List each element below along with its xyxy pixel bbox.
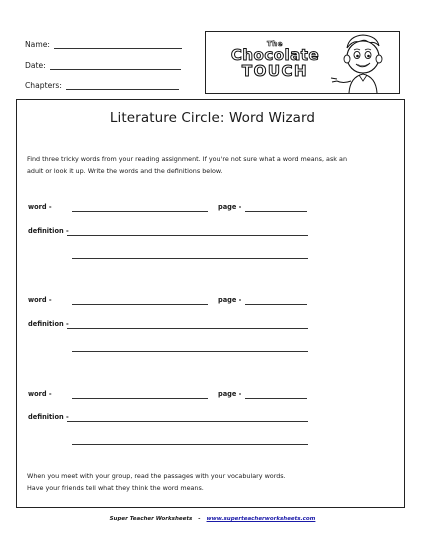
footer-separator: - — [198, 516, 201, 522]
word-label-3: word - — [28, 390, 52, 398]
definition-label-3: definition - — [28, 413, 69, 421]
definition-label-1: definition - — [28, 227, 69, 235]
closing-instructions — [27, 470, 286, 494]
footer-brand: Super Teacher Worksheets — [109, 516, 193, 522]
definition-blank-2a[interactable] — [67, 328, 308, 329]
book-title-box — [205, 31, 400, 94]
footer-url-link[interactable]: www.superteacherworksheets.com — [206, 516, 316, 522]
word-blank-2[interactable] — [72, 304, 208, 305]
word-label-2: word - — [28, 296, 52, 304]
word-blank-3[interactable] — [72, 398, 208, 399]
name-label: Name: — [25, 40, 50, 49]
page-label-1: page - — [218, 203, 242, 211]
definition-blank-3b[interactable] — [72, 444, 308, 445]
definition-blank-1a[interactable] — [67, 235, 308, 236]
closing-line-2: Have your friends tell what they think the word means. — [27, 484, 204, 492]
definition-blank-3a[interactable] — [67, 421, 308, 422]
instructions-line-2: adult or look it up. Write the words and the definitions below. — [27, 167, 223, 175]
date-field[interactable] — [25, 61, 181, 70]
closing-line-1: When you meet with your group, read the passages with your vocabulary words. — [27, 472, 286, 480]
name-field[interactable] — [25, 40, 182, 49]
name-blank-line[interactable] — [54, 40, 182, 49]
chapters-blank-line[interactable] — [66, 81, 179, 90]
page-blank-1[interactable] — [245, 211, 307, 212]
footer — [0, 516, 425, 522]
word-blank-1[interactable] — [72, 211, 208, 212]
boy-cartoon-illustration — [329, 32, 399, 93]
chapters-field[interactable] — [25, 81, 179, 90]
definition-blank-2b[interactable] — [72, 351, 308, 352]
definition-label-2: definition - — [28, 320, 69, 328]
book-title-logo: The Chocolate TOUCH — [230, 40, 320, 80]
page-label-2: page - — [218, 296, 242, 304]
date-label: Date: — [25, 61, 46, 70]
page-label-3: page - — [218, 390, 242, 398]
definition-blank-1b[interactable] — [72, 258, 308, 259]
instructions — [27, 153, 347, 177]
instructions-line-1: Find three tricky words from your reading assignment. If you're not sure what a word means, ask an — [27, 155, 348, 163]
page-blank-2[interactable] — [245, 304, 307, 305]
date-blank-line[interactable] — [50, 61, 181, 70]
chapters-label: Chapters: — [25, 81, 62, 90]
word-label-1: word - — [28, 203, 52, 211]
page-title: Literature Circle: Word Wizard — [109, 110, 316, 126]
page-blank-3[interactable] — [245, 398, 307, 399]
